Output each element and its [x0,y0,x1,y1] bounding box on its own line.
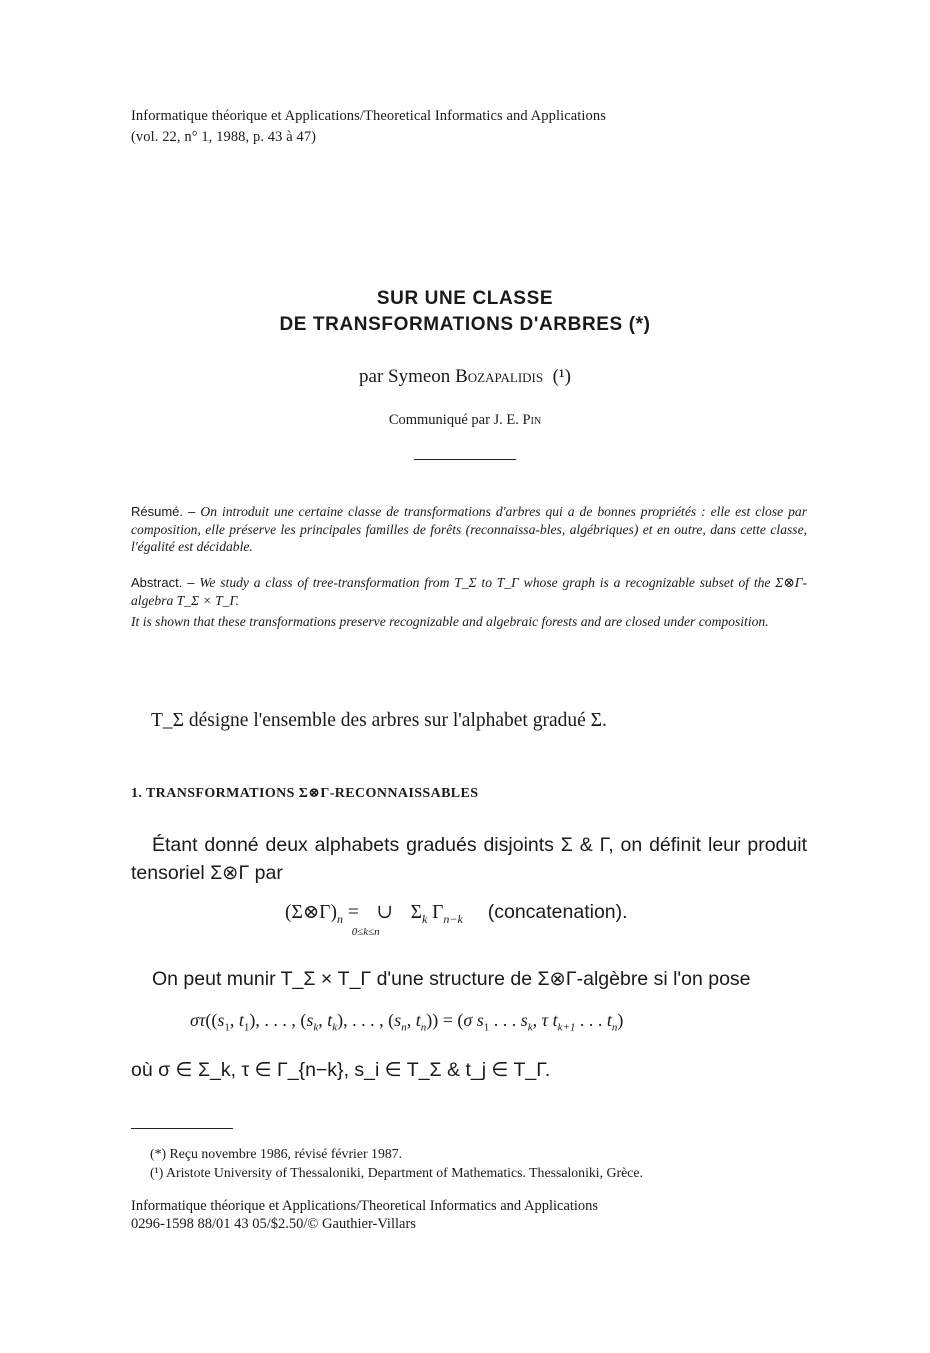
paragraph-3: où σ ∈ Σ_k, τ ∈ Γ_{n−k}, s_i ∈ T_Σ & t_j ∈ T_Γ. [131,1059,551,1081]
resume-block [131,503,807,556]
formula-rhs: $\Sigma_k$ $\Gamma_{n-k}$ [410,902,463,926]
abstract-text: We study a class of tree-transformation from T_Σ to T_Γ whose graph is a recognizable subset of the Σ⊗Γ-algebra T_Σ × T_Γ. [131,575,807,608]
footer-journal: Informatique théorique et Applications/Theoretical Informatics and Applications [131,1198,599,1214]
author-note: (¹) [552,366,571,387]
abstract-text-2: It is shown that these transformations preserve recognizable and algebraic forests and are closed under composition. [131,614,769,629]
formula-lhs: $(\Sigma\otimes\Gamma)_n$ = [285,902,364,926]
union-index: 0≤k≤n [351,926,380,938]
author-line [0,366,930,388]
formula-algebra-operation: $\sigma\tau((s_1$, $t_1$), . . . , ($s_k$, $t_k$), . . . , ($s_n$, $t_n)) = (\sigma$ $s_1$ . . . $s_k$, τ $t_{k+1}$ . . . $t_n$) [190,1010,624,1034]
title-line-1: SUR UNE CLASSE [376,288,554,309]
abstract-label: Abstract. – [131,575,195,590]
volume-info: (vol. 22, n° 1, 1988, p. 43 à 47) [131,129,317,145]
footer-price: 0296-1598 88/01 43 05/$2.50/© Gauthier-Villars [131,1216,416,1232]
footnote-divider [131,1128,233,1129]
communicated-prefix: Communiqué par J. E. [388,412,523,428]
journal-header: Informatique théorique et Applications/Theoretical Informatics and Applications [131,108,606,124]
union-symbol: ∪ 0≤k≤n [351,902,393,938]
formula-tail: (concatenation). [487,901,628,923]
formula-tensor-product [285,900,628,938]
title-divider [414,459,516,460]
author-prefix: par Symeon [359,366,456,387]
abstract-block [131,574,807,609]
footnote-one: (¹) Aristote University of Thessaloniki, Department of Mathematics. Thessaloniki, Grèce. [150,1165,643,1180]
section-heading: 1. TRANSFORMATIONS Σ⊗Γ-RECONNAISSABLES [131,786,479,801]
resume-text: On introduit une certaine classe de transformations d'arbres qui a de bonnes propriétés : elle est close par composition, elle préserve les principales familles de forêts (reconnaissa-bles, algébriques) et en outre, dans cette classe, l'égalité est décidable. [131,504,807,554]
paragraph-1: Étant donné deux alphabets gradués disjoints Σ & Γ, on définit leur produit tensoriel Σ⊗Γ par [131,834,807,884]
author-name: Bozapalidis [455,366,544,387]
resume-label: Résumé. – [131,504,196,519]
title-line-2: DE TRANSFORMATIONS D'ARBRES (*) [279,314,651,335]
intro-sentence: T_Σ désigne l'ensemble des arbres sur l'alphabet gradué Σ. [151,710,607,731]
communicated-line [0,412,930,429]
paragraph-2: On peut munir T_Σ × T_Γ d'une structure de Σ⊗Γ-algèbre si l'on pose [152,968,751,990]
abstract-block-2 [131,613,807,631]
footnote-star: (*) Reçu novembre 1986, révisé février 1987. [150,1146,403,1161]
communicated-name: Pin [522,412,542,428]
